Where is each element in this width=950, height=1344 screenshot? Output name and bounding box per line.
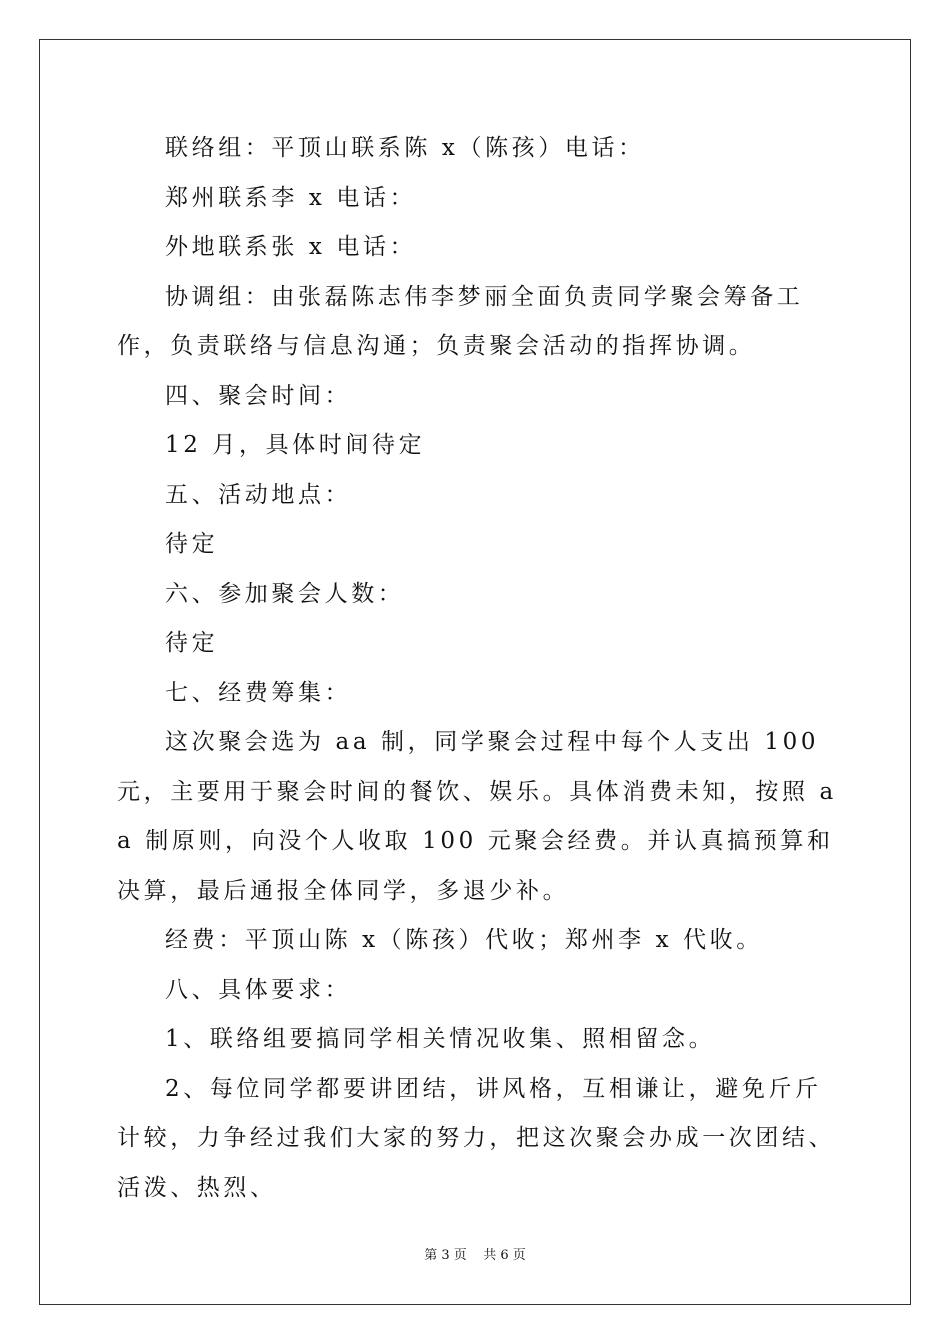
heading-requirements: 八、具体要求： <box>165 976 352 1003</box>
paragraph-meeting-time: 12 月，具体时间待定 <box>165 432 426 458</box>
heading-attendance: 六、参加聚会人数： <box>165 580 405 607</box>
paragraph-zhengzhou-contact: 郑州联系李 x 电话： <box>165 184 417 211</box>
paragraph-requirement-2: 2、每位同学都要讲团结，讲风格，互相谦让，避免斤斤计较，力争经过我们大家的努力，把这次聚会办成一次团结、活泼、热烈、 <box>117 1075 836 1201</box>
heading-location: 五、活动地点： <box>165 481 352 508</box>
paragraph-contact-group: 联络组：平顶山联系陈 x（陈孩）电话： <box>165 135 645 161</box>
paragraph-attendance: 待定 <box>165 630 219 656</box>
paragraph-location: 待定 <box>165 531 219 557</box>
heading-funding: 七、经费筹集： <box>165 679 352 706</box>
page-number: 第 3 页 共 6 页 <box>424 1248 526 1263</box>
paragraph-funding: 这次聚会选为 aa 制，同学聚会过程中每个人支出 100 元，主要用于聚会时间的餐饮、娱乐。具体消费未知，按照 aa 制原则，向没个人收取 100 元聚会经费。并认真搞预算和决算，最后通报全体同学，多退少补。 <box>117 729 837 904</box>
document-body <box>117 124 839 1213</box>
paragraph-coordination-group: 协调组：由张磊陈志伟李梦丽全面负责同学聚会筹备工作，负责联络与信息沟通；负责聚会活动的指挥协调。 <box>117 283 804 359</box>
paragraph-requirement-1: 1、联络组要搞同学相关情况收集、照相留念。 <box>165 1026 716 1052</box>
paragraph-fee-collectors: 经费：平顶山陈 x（陈孩）代收；郑州李 x 代收。 <box>165 927 763 953</box>
paragraph-outside-contact: 外地联系张 x 电话： <box>165 234 417 260</box>
heading-meeting-time: 四、聚会时间： <box>165 382 352 409</box>
